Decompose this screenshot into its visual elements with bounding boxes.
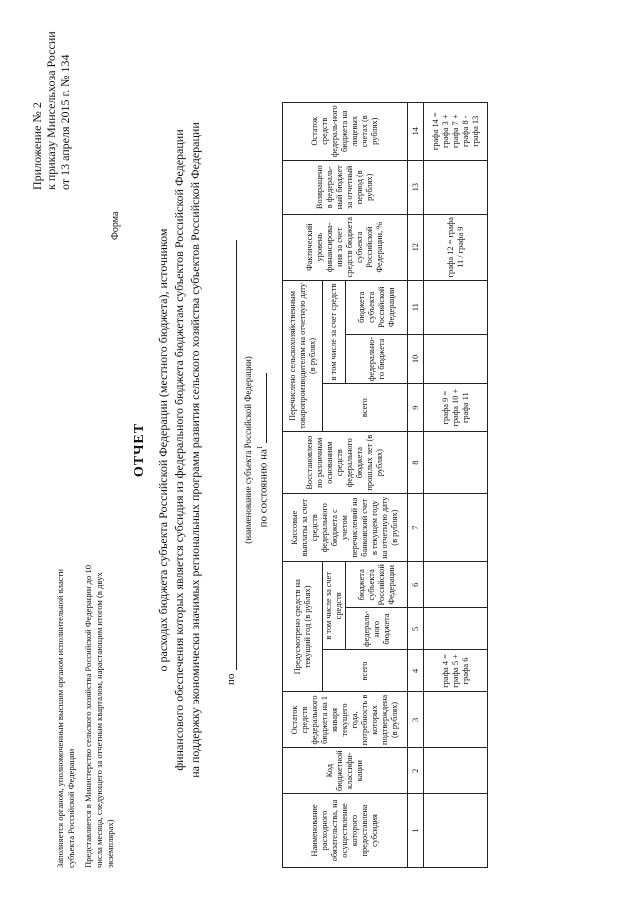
header-returned: Возвращено в федераль-ный бюджет за отчетный период (в рублях) <box>283 160 408 214</box>
column-number: 2 <box>408 748 424 794</box>
formula-row <box>424 102 488 867</box>
formula-cell-2 <box>424 748 488 794</box>
subject-prefix: по <box>225 673 237 685</box>
header-planned: Предусмотрено средств на текущий год (в рублях) <box>283 562 323 692</box>
header-planned-total: всего <box>323 650 408 692</box>
appendix-block <box>30 31 72 190</box>
header-actual-level: Фактический уровень финансирова-ния за счет средств бюджета субъекта Российской Федерации, % <box>283 214 408 280</box>
header-transferred: Перечислено сельскохозяйственным товаропроизводителям на отчетную дату (в рублях) <box>283 280 323 431</box>
formula-col-14: графа 14 = графа 3 + графа 7 + графа 8 - графа 13 <box>424 102 488 160</box>
column-number: 11 <box>408 280 424 334</box>
report-title-line-1: о расходах бюджета субъекта Российской Федерации (местного бюджета), источником <box>156 228 170 672</box>
footnote-mark: 1 <box>256 445 264 450</box>
rotated-form-sheet <box>20 20 620 880</box>
column-number: 10 <box>408 334 424 383</box>
formula-cell-6 <box>424 562 488 608</box>
column-number: 4 <box>408 650 424 692</box>
header-transferred-federal: федерально-го бюджета <box>346 334 408 383</box>
column-number: 8 <box>408 432 424 494</box>
formula-cell-13 <box>424 160 488 214</box>
column-number: 1 <box>408 794 424 868</box>
formula-cell-5 <box>424 608 488 650</box>
header-transferred-regional: бюджета субъекта Российской Федерации <box>346 280 408 334</box>
column-number-row <box>408 102 424 867</box>
header-obligation: Наименование расходного обязательства, на осуществление которого предоставлена субсидия <box>283 794 408 868</box>
date-label: по состоянию на <box>257 449 270 528</box>
header-transferred-incl: в том числе за счет средств <box>323 280 346 383</box>
formula-cell-10 <box>424 334 488 383</box>
formula-col-12: графа 12 = графа 11 / графа 9 <box>424 214 488 280</box>
header-budget-code: Код бюджетной классифи-кации <box>283 748 408 794</box>
formula-col-9: графа 9 = графа 10 + графа 11 <box>424 384 488 432</box>
info-filled-by: Заполняется органом, уполномоченным высшим органом исполнительной власти субъекта Российской Федерации <box>55 569 76 868</box>
subject-caption: (наименование субъекта Российской Федерации) <box>243 356 253 544</box>
header-transferred-total: всего <box>323 384 408 432</box>
column-number: 7 <box>408 494 424 562</box>
report-title-line-2: финансового обеспечения которых является субсидия из федерального бюджета бюджетам субъектов Российской Федерации <box>172 129 186 771</box>
report-title: ОТЧЕТ <box>132 422 147 478</box>
formula-cell-8 <box>424 432 488 494</box>
report-date-line <box>256 20 270 880</box>
report-title-line-3: на поддержку экономически значимых региональных программ развития сельского хозяйства субъектов Российской Федерации <box>188 122 202 778</box>
header-planned-incl: в том числе за счет средств <box>323 562 346 650</box>
header-balance-jan1: Остаток средств федерального бюджета на 1 января текущего года, потребность в которых подтверждена (в рублях) <box>283 692 408 748</box>
formula-col-4: графа 4 = графа 5 + графа 6 <box>424 650 488 692</box>
formula-cell-1 <box>424 794 488 868</box>
column-number: 14 <box>408 102 424 160</box>
formula-cell-7 <box>424 494 488 562</box>
header-balance-accounts: Остаток средств федераль-ного бюджета на лицевых счетах (в рублях) <box>283 102 408 160</box>
column-number: 3 <box>408 692 424 748</box>
column-number: 13 <box>408 160 424 214</box>
submission-info <box>55 548 122 868</box>
formula-cell-3 <box>424 692 488 748</box>
appendix-line-2: к приказу Минсельхоза России <box>44 31 58 190</box>
column-number: 5 <box>408 608 424 650</box>
report-table <box>282 102 488 868</box>
appendix-line-3: от 13 апреля 2015 г. № 134 <box>58 54 72 190</box>
date-fill-line[interactable] <box>266 373 267 443</box>
formula-cell-11 <box>424 280 488 334</box>
subject-fill-line[interactable] <box>236 240 237 670</box>
column-number: 12 <box>408 214 424 280</box>
column-number: 6 <box>408 562 424 608</box>
form-label: Форма <box>110 211 121 240</box>
info-submitted-to: Представляется в Министерство сельского хозяйства Российской Федерации до 10 числа месяца, следующего за отчетным кварталом, нарастающим итогом (в двух экземплярах) <box>83 564 115 868</box>
column-number: 9 <box>408 384 424 432</box>
appendix-line-1: Приложение № 2 <box>30 102 44 190</box>
header-cash-payments: Кассовые выплаты за счет средств федерального бюджета с учетом перечислений на банковский счет в текущем году на отчетную дату (в рублях) <box>283 494 408 562</box>
header-restored: Восстановлено по различным основаниям средств федерального бюджета прошлых лет (в рублях) <box>283 432 408 494</box>
header-planned-federal: федераль-ного бюджета <box>346 608 408 650</box>
header-planned-regional: бюджета субъекта Российской Федерации <box>346 562 408 608</box>
